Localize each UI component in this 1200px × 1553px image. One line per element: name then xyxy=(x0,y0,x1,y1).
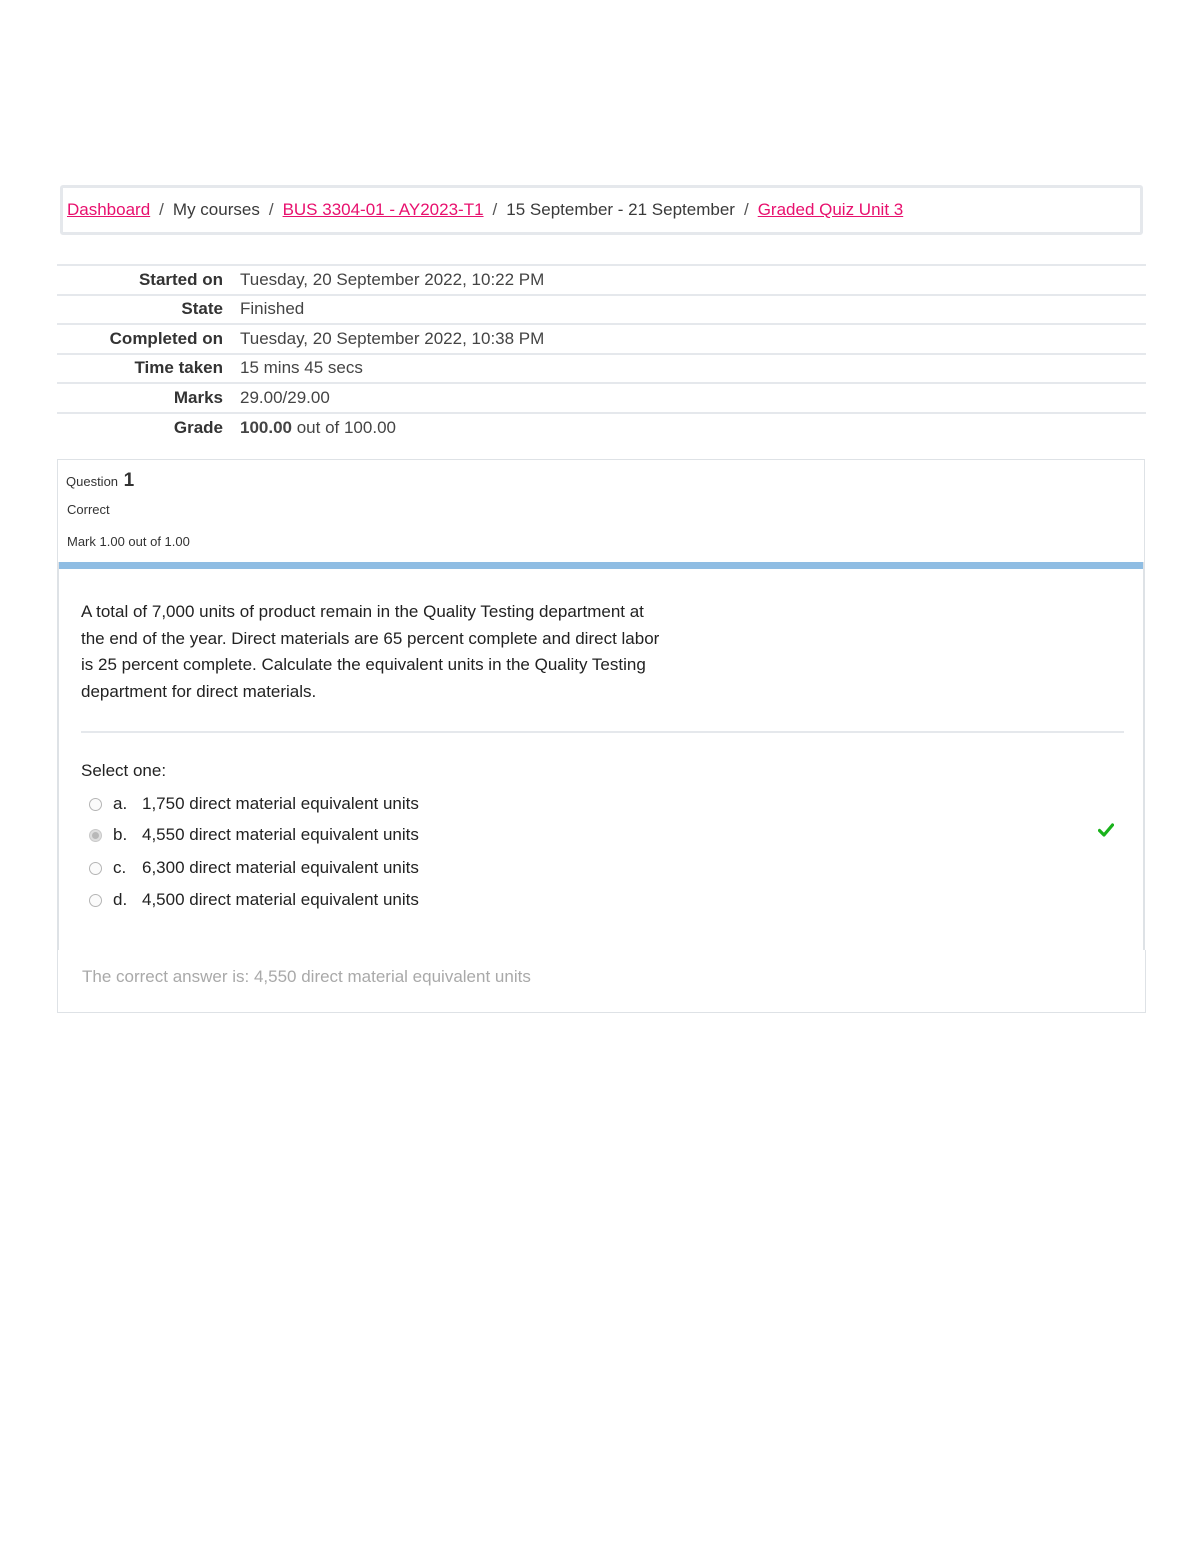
radio-button-selected[interactable] xyxy=(89,829,102,842)
summary-row-completed xyxy=(57,324,1146,354)
summary-label: State xyxy=(57,295,240,325)
question-feedback xyxy=(57,950,1146,1013)
question-accent-bar xyxy=(59,562,1143,569)
radio-button[interactable] xyxy=(89,862,102,875)
breadcrumb xyxy=(60,185,1143,235)
breadcrumb-quiz-link[interactable]: Graded Quiz Unit 3 xyxy=(757,200,904,219)
grade-score: 100.00 xyxy=(240,417,292,437)
summary-value: Finished xyxy=(240,295,1146,325)
answer-option-b[interactable] xyxy=(89,824,419,846)
answer-letter: d. xyxy=(113,890,128,909)
summary-value: 29.00/29.00 xyxy=(240,383,1146,413)
question-mark: Mark 1.00 out of 1.00 xyxy=(67,534,190,549)
question-info xyxy=(57,459,1145,563)
breadcrumb-course-link[interactable]: BUS 3304-01 - AY2023-T1 xyxy=(282,200,484,219)
summary-row-state xyxy=(57,295,1146,325)
answer-option-c[interactable] xyxy=(89,857,419,879)
summary-row-marks xyxy=(57,383,1146,413)
answer-option-d[interactable] xyxy=(89,889,419,911)
question-number xyxy=(66,470,134,492)
radio-button[interactable] xyxy=(89,894,102,907)
summary-label: Completed on xyxy=(57,324,240,354)
breadcrumb-dashboard-link[interactable]: Dashboard xyxy=(67,200,151,219)
summary-value: 15 mins 45 secs xyxy=(240,354,1146,384)
answer-prompt: Select one: xyxy=(81,761,167,780)
question-number-value: 1 xyxy=(123,470,135,491)
answer-letter: c. xyxy=(113,858,127,877)
answer-text: 4,500 direct material equivalent units xyxy=(142,890,419,909)
question-state: Correct xyxy=(67,502,110,517)
summary-label: Marks xyxy=(57,383,240,413)
right-answer: The correct answer is: 4,550 direct material equivalent units xyxy=(82,967,531,986)
breadcrumb-my-courses: My courses xyxy=(172,200,260,219)
breadcrumb-separator: / xyxy=(268,200,274,219)
answer-text: 4,550 direct material equivalent units xyxy=(142,825,419,844)
check-icon xyxy=(1098,823,1114,842)
summary-label: Time taken xyxy=(57,354,240,384)
breadcrumb-separator: / xyxy=(159,200,164,219)
answer-letter: a. xyxy=(113,794,128,813)
answer-option-a[interactable] xyxy=(89,793,419,815)
breadcrumb-separator: / xyxy=(492,200,498,219)
question-prefix: Question xyxy=(66,474,119,489)
answer-text: 1,750 direct material equivalent units xyxy=(142,794,419,813)
radio-button[interactable] xyxy=(89,798,102,811)
summary-label: Grade xyxy=(57,413,240,443)
grade-out-of: out of 100.00 xyxy=(292,417,396,437)
question-text: A total of 7,000 units of product remain in the Quality Testing department at the end of the year. Direct materials are 65 percent complete and direct labor is 25 percent complete. Calculate the equivalent units in the Quality Testing department for direct materials. xyxy=(81,602,660,701)
summary-row-grade xyxy=(57,413,1146,443)
summary-label: Started on xyxy=(57,265,240,295)
breadcrumb-week: 15 September - 21 September xyxy=(506,200,735,219)
answer-letter: b. xyxy=(113,825,128,844)
summary-value: Tuesday, 20 September 2022, 10:38 PM xyxy=(240,324,1146,354)
summary-row-started xyxy=(57,265,1146,295)
quiz-summary-table xyxy=(57,264,1146,442)
breadcrumb-separator: / xyxy=(743,200,749,219)
summary-value xyxy=(240,413,1146,443)
summary-value: Tuesday, 20 September 2022, 10:22 PM xyxy=(240,265,1146,295)
answer-text: 6,300 direct material equivalent units xyxy=(142,858,419,877)
summary-row-time-taken xyxy=(57,354,1146,384)
divider xyxy=(81,731,1124,733)
question-content xyxy=(57,562,1145,950)
